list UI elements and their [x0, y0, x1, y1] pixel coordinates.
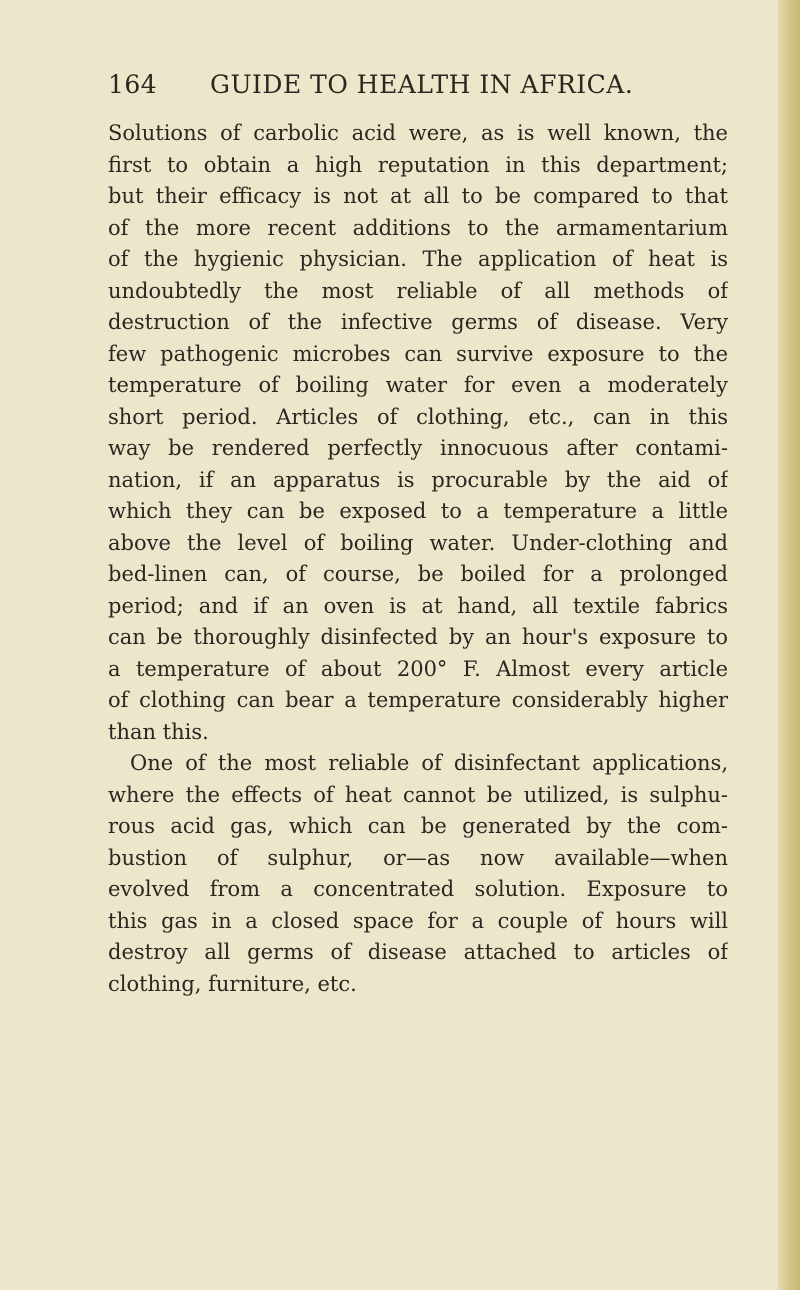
- text-line: period; and if an oven is at hand, all textile fabrics: [108, 593, 728, 618]
- paragraph-1: [108, 118, 728, 748]
- text-line: can be thoroughly disinfected by an hour's exposure to: [108, 625, 728, 649]
- text-line: short period. Articles of clothing, etc., can in this: [108, 404, 728, 429]
- text-line: destroy all germs of disease attached to articles of: [108, 940, 728, 964]
- text-line: rous acid gas, which can be generated by the com-: [108, 814, 728, 838]
- text-line: this gas in a closed space for a couple of hours will: [108, 908, 728, 933]
- text-line: destruction of the infective germs of disease. Very: [108, 310, 728, 334]
- text-line: nation, if an apparatus is procurable by the aid of: [108, 467, 728, 492]
- text-line: of clothing can bear a temperature considerably higher: [108, 688, 728, 712]
- page-number: 164: [108, 70, 158, 99]
- text-line: One of the most reliable of disinfectant applications,: [130, 751, 728, 775]
- text-line: above the level of boiling water. Under-clothing and: [108, 530, 728, 555]
- text-line: a temperature of about 200° F. Almost every article: [108, 656, 728, 681]
- text-line: evolved from a concentrated solution. Exposure to: [108, 877, 728, 901]
- text-line: of the more recent additions to the armamentarium: [108, 215, 728, 240]
- text-line: Solutions of carbolic acid were, as is well known, the: [108, 121, 728, 145]
- text-line: where the effects of heat cannot be utilized, is sulphu-: [108, 782, 728, 807]
- text-line: but their efficacy is not at all to be compared to that: [108, 184, 728, 208]
- paragraph-2: [108, 748, 728, 1000]
- text-line: than this.: [108, 719, 209, 744]
- body-text: [108, 118, 728, 1000]
- text-line: few pathogenic microbes can survive exposure to the: [108, 341, 728, 366]
- text-line: clothing, furniture, etc.: [108, 971, 357, 996]
- text-line: which they can be exposed to a temperature a little: [108, 499, 728, 523]
- text-line: bustion of sulphur, or—as now available—when: [108, 845, 728, 870]
- text-line: undoubtedly the most reliable of all methods of: [108, 278, 728, 303]
- text-line: first to obtain a high reputation in this department;: [108, 152, 728, 177]
- text-line: temperature of boiling water for even a moderately: [108, 373, 728, 397]
- text-line: way be rendered perfectly innocuous after contami-: [108, 436, 728, 460]
- text-line: of the hygienic physician. The application of heat is: [108, 247, 728, 271]
- text-line: bed-linen can, of course, be boiled for a prolonged: [108, 562, 728, 586]
- running-title: GUIDE TO HEALTH IN AFRICA.: [210, 70, 634, 99]
- page-edge: [778, 0, 800, 1290]
- page-header: [108, 70, 748, 110]
